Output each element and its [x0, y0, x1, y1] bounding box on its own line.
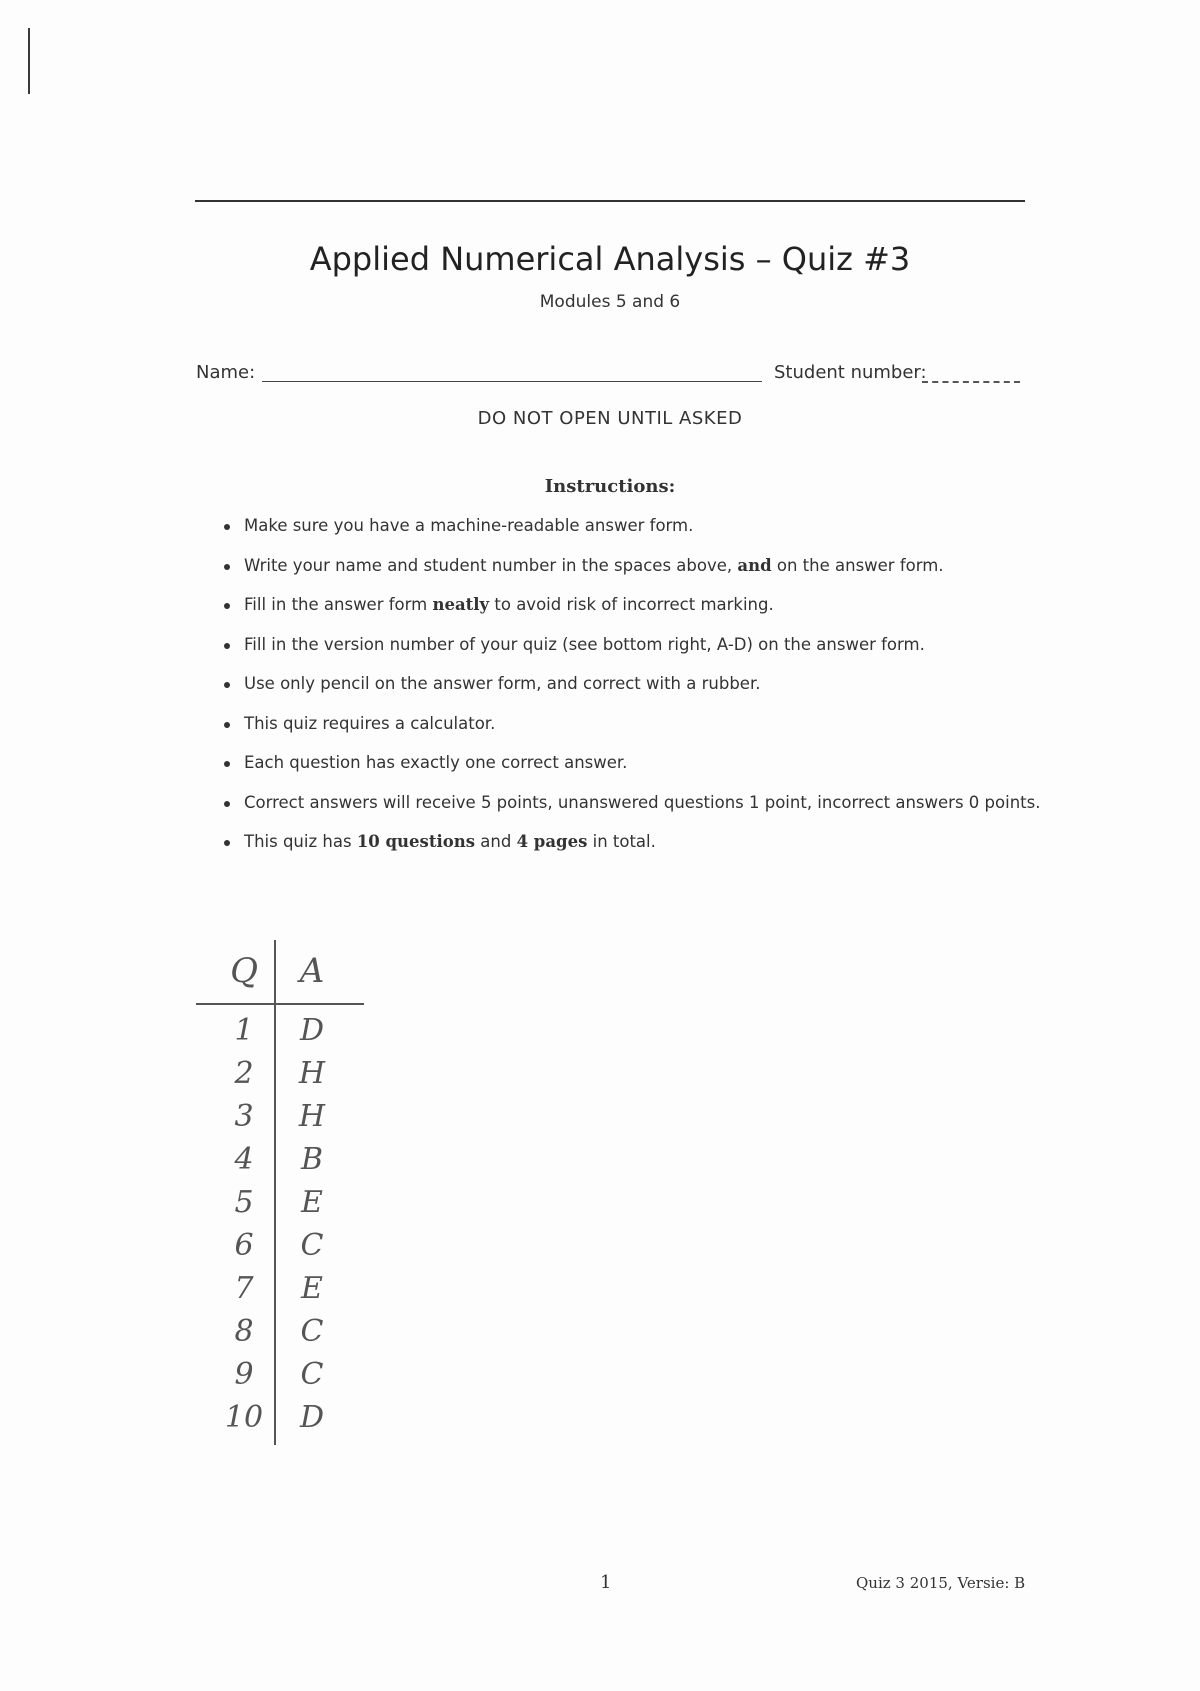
answer-letter: D — [299, 1013, 325, 1048]
answer-letter: C — [300, 1228, 324, 1263]
page-title: Applied Numerical Analysis – Quiz #3 — [309, 240, 911, 278]
question-number: 8 — [234, 1314, 254, 1349]
list-item — [222, 753, 1042, 793]
list-item — [222, 793, 1042, 833]
student-number-label: Student number: — [774, 362, 927, 383]
bullet-icon — [224, 761, 230, 767]
list-item — [222, 516, 1042, 556]
list-item — [222, 595, 1042, 635]
bullet-icon — [224, 722, 230, 728]
question-number: 3 — [234, 1099, 254, 1134]
instruction-emphasis: 4 pages — [516, 832, 588, 851]
question-number: 7 — [234, 1271, 254, 1306]
answer-letter: C — [300, 1314, 324, 1349]
answer-letter: C — [300, 1357, 324, 1392]
table-header-question: Q — [230, 951, 258, 991]
instruction-text: Use only pencil on the answer form, and correct with a rubber. — [244, 674, 761, 693]
instruction-emphasis: neatly — [432, 595, 490, 614]
answer-letter: D — [299, 1400, 325, 1435]
instruction-text-tail: in total. — [592, 832, 656, 851]
name-field[interactable] — [262, 381, 762, 382]
warning-text: DO NOT OPEN UNTIL ASKED — [477, 408, 743, 429]
question-number: 6 — [234, 1228, 254, 1263]
name-label: Name: — [196, 362, 256, 383]
list-item — [222, 714, 1042, 754]
bullet-icon — [224, 603, 230, 609]
page-subtitle: Modules 5 and 6 — [539, 292, 681, 312]
bullet-icon — [224, 564, 230, 570]
instruction-text-tail: on the answer form. — [776, 555, 944, 575]
table-divider-horizontal — [196, 1003, 364, 1005]
instruction-text: This quiz requires a calculator. — [244, 713, 496, 733]
instruction-text-tail: to avoid risk of incorrect marking. — [494, 595, 774, 614]
list-item — [222, 674, 1042, 714]
student-number-field[interactable] — [922, 381, 1020, 383]
instructions-list — [222, 516, 1042, 872]
bullet-icon — [224, 801, 230, 807]
instruction-text-mid: and — [480, 832, 512, 851]
margin-mark — [28, 28, 30, 94]
list-item — [222, 556, 1042, 596]
question-number: 9 — [234, 1357, 254, 1392]
question-number: 10 — [224, 1400, 264, 1435]
handwritten-answer-table — [196, 940, 376, 1440]
list-item — [222, 635, 1042, 675]
question-number: 5 — [234, 1185, 254, 1220]
instruction-text: Fill in the version number of your quiz (see bottom right, A-D) on the answer form. — [244, 634, 925, 654]
table-header-answer: A — [299, 951, 325, 991]
instructions-heading: Instructions: — [544, 476, 676, 497]
bullet-icon — [224, 643, 230, 649]
page-number: 1 — [600, 1572, 612, 1593]
instruction-emphasis: and — [737, 555, 772, 575]
instruction-text: Make sure you have a machine-readable answer form. — [244, 516, 694, 535]
instruction-text: Each question has exactly one correct answer. — [244, 753, 628, 772]
instruction-text: This quiz has — [244, 832, 352, 851]
answer-letter: E — [301, 1271, 323, 1306]
instruction-text: Write your name and student number in the spaces above, — [244, 555, 733, 575]
identity-fields — [196, 362, 1020, 388]
list-item — [222, 832, 1042, 872]
version-label: Quiz 3 2015, Versie: B — [856, 1574, 1026, 1592]
answer-letter: H — [298, 1056, 326, 1091]
question-number: 2 — [234, 1056, 254, 1091]
bullet-icon — [224, 524, 230, 530]
bullet-icon — [224, 682, 230, 688]
instruction-emphasis: 10 questions — [356, 832, 476, 851]
answer-letter: B — [300, 1142, 324, 1177]
bullet-icon — [224, 840, 230, 846]
answer-letter: E — [301, 1185, 323, 1220]
instruction-text: Correct answers will receive 5 points, unanswered questions 1 point, incorrect answers 0 points. — [244, 792, 1041, 812]
answer-letter: H — [298, 1099, 326, 1134]
table-divider-vertical — [274, 940, 276, 1445]
question-number: 1 — [234, 1013, 254, 1048]
top-rule — [195, 200, 1025, 202]
question-number: 4 — [234, 1142, 254, 1177]
instruction-text: Fill in the answer form — [244, 595, 428, 614]
